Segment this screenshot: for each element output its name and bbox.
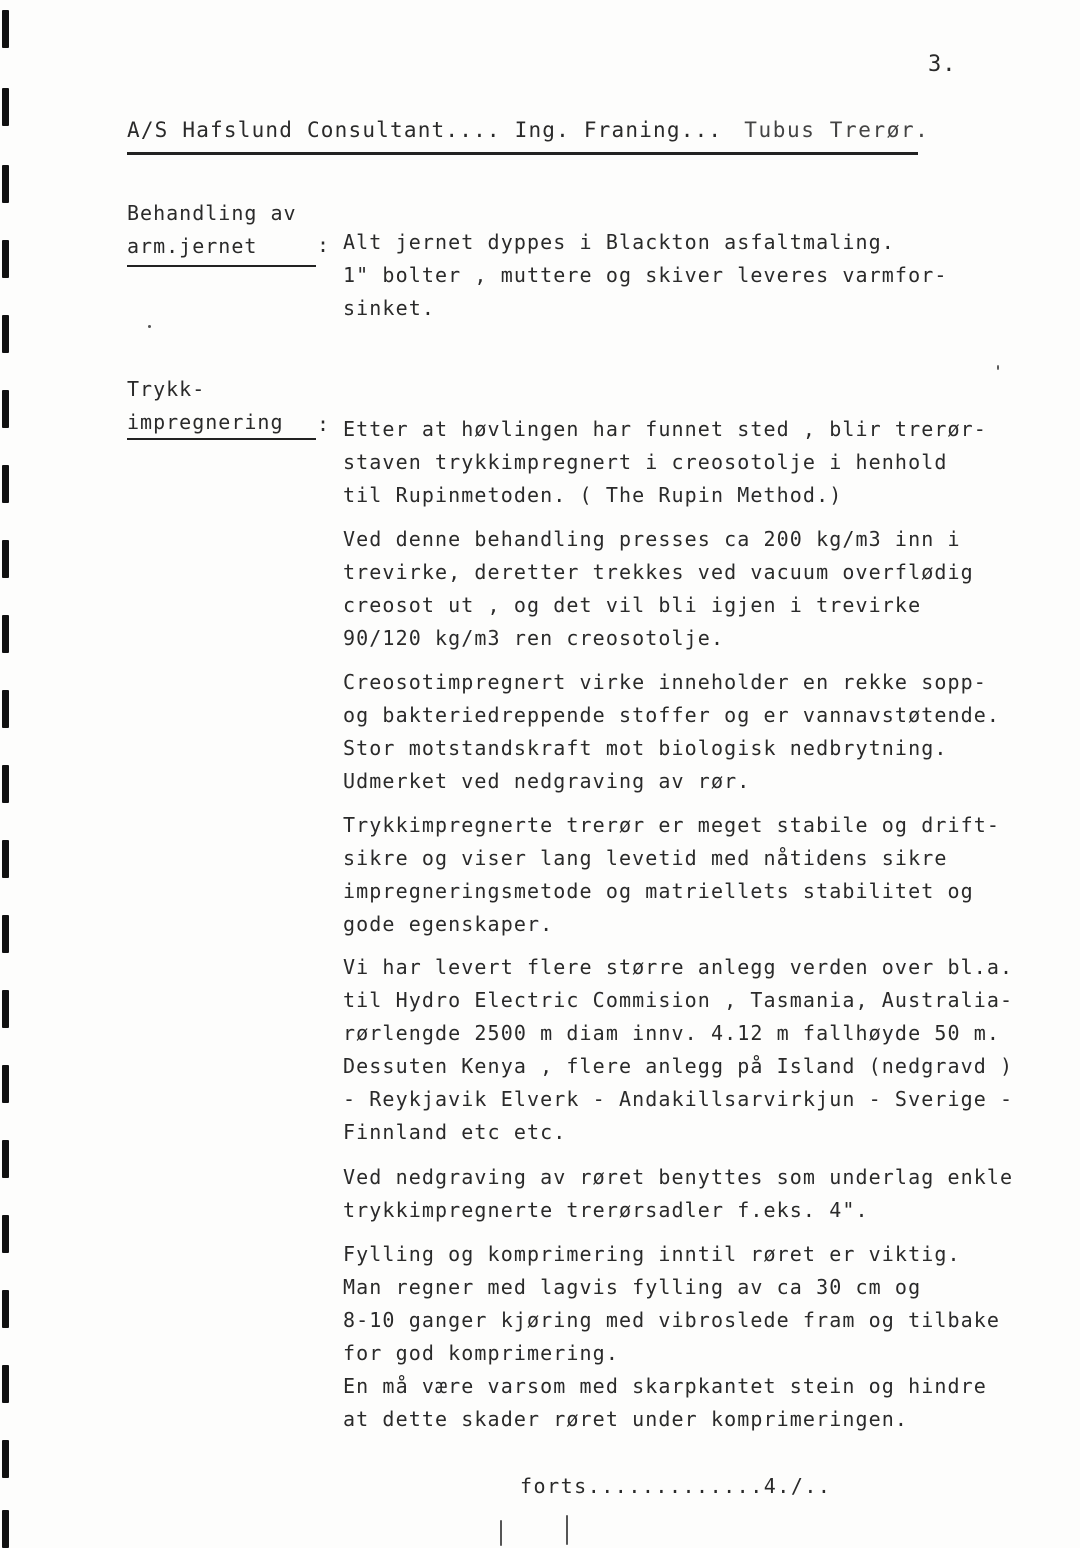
paper-speck <box>566 1515 568 1545</box>
header-main: A/S Hafslund Consultant.... Ing. Franing... <box>127 118 723 142</box>
section2-label-line2: impregnering <box>127 410 284 434</box>
text-line: creosot ut , og det vil bli igjen i trevirke <box>343 593 922 617</box>
binding-hole <box>2 88 9 126</box>
section2-paragraph-5 <box>343 951 1013 1149</box>
text-line: Etter at høvlingen har funnet sted , blir trerør- <box>343 417 987 441</box>
binding-hole <box>2 1215 9 1253</box>
binding-hole <box>2 840 9 878</box>
text-line: Dessuten Kenya , flere anlegg på Island (nedgravd ) <box>343 1054 1014 1078</box>
continuation-footer: forts.............4./.. <box>520 1474 832 1498</box>
header-underline <box>127 152 918 155</box>
text-line: Trykkimpregnerte trerør er meget stabile og drift- <box>343 813 1001 837</box>
text-line: sinket. <box>343 296 435 320</box>
section2-label <box>127 373 284 439</box>
section1-colon: : <box>317 233 330 257</box>
text-line: 8-10 ganger kjøring med vibroslede fram og tilbake <box>343 1308 1001 1332</box>
text-line: at dette skader røret under komprimeringen. <box>343 1407 909 1431</box>
section2-paragraph-3 <box>343 666 1000 798</box>
section2-paragraph-4 <box>343 809 1000 941</box>
binding-hole <box>2 10 9 48</box>
text-line: Stor motstandskraft mot biologisk nedbrytning. <box>343 736 948 760</box>
text-line: Fylling og komprimering inntil røret er viktig. <box>343 1242 961 1266</box>
text-line: sikre og viser lang levetid med nåtidens sikre <box>343 846 948 870</box>
text-line: impregneringsmetode og matriellets stabilitet og <box>343 879 974 903</box>
text-line: rørlengde 2500 m diam innv. 4.12 m fallhøyde 50 m. <box>343 1021 1001 1045</box>
text-line: staven trykkimpregnert i creosotolje i henhold <box>343 450 948 474</box>
section1-label-underline <box>127 265 316 267</box>
section1-label <box>127 197 297 263</box>
text-line: Ved nedgraving av røret benyttes som underlag enkle <box>343 1165 1014 1189</box>
text-line: En må være varsom med skarpkantet stein og hindre <box>343 1374 987 1398</box>
binding-hole <box>2 465 9 503</box>
text-line: trykkimpregnerte trerørsadler f.eks. 4". <box>343 1198 869 1222</box>
binding-hole <box>2 765 9 803</box>
binding-hole <box>2 1290 9 1328</box>
text-line: 90/120 kg/m3 ren creosotolje. <box>343 626 725 650</box>
paper-speck <box>148 325 151 328</box>
text-line: til Hydro Electric Commision , Tasmania, Australia- <box>343 988 1014 1012</box>
section2-label-line1: Trykk- <box>127 377 206 401</box>
text-line: - Reykjavik Elverk - Andakillsarvirkjun - Sverige - <box>343 1087 1014 1111</box>
text-line: gode egenskaper. <box>343 912 554 936</box>
paper-speck <box>500 1520 502 1546</box>
binding-hole <box>2 390 9 428</box>
text-line: Finnland etc etc. <box>343 1120 567 1144</box>
binding-hole <box>2 1140 9 1178</box>
text-line: Udmerket ved nedgraving av rør. <box>343 769 751 793</box>
section2-label-underline <box>127 438 316 440</box>
binding-marks <box>0 0 12 1548</box>
section2-paragraph-6 <box>343 1161 1013 1227</box>
binding-hole <box>2 240 9 278</box>
binding-hole <box>2 1510 9 1548</box>
binding-hole <box>2 990 9 1028</box>
text-line: til Rupinmetoden. ( The Rupin Method.) <box>343 483 843 507</box>
binding-hole <box>2 915 9 953</box>
page-number: 3. <box>928 52 957 77</box>
section1-label-line1: Behandling av <box>127 201 297 225</box>
paper-speck <box>997 365 999 370</box>
binding-hole <box>2 690 9 728</box>
section2-paragraph-1 <box>343 413 987 512</box>
binding-hole <box>2 165 9 203</box>
text-line: for god komprimering. <box>343 1341 619 1365</box>
binding-hole <box>2 1065 9 1103</box>
text-line: trevirke, deretter trekkes ved vacuum overflødig <box>343 560 974 584</box>
binding-hole <box>2 1440 9 1478</box>
section1-label-line2: arm.jernet <box>127 234 258 258</box>
section2-paragraph-7 <box>343 1238 1000 1436</box>
binding-hole <box>2 1365 9 1403</box>
text-line: Alt jernet dyppes i Blackton asfaltmaling. <box>343 230 895 254</box>
document-header <box>127 118 929 142</box>
section1-body <box>343 226 948 325</box>
text-line: 1" bolter , muttere og skiver leveres varmfor- <box>343 263 948 287</box>
text-line: og bakteriedreppende stoffer og er vannavstøtende. <box>343 703 1001 727</box>
section2-paragraph-2 <box>343 523 974 655</box>
text-line: Vi har levert flere større anlegg verden over bl.a. <box>343 955 1014 979</box>
header-subject: Tubus Trerør. <box>744 118 930 142</box>
binding-hole <box>2 315 9 353</box>
binding-hole <box>2 615 9 653</box>
binding-hole <box>2 540 9 578</box>
text-line: Man regner med lagvis fylling av ca 30 cm og <box>343 1275 922 1299</box>
section2-colon: : <box>317 412 330 436</box>
text-line: Creosotimpregnert virke inneholder en rekke sopp- <box>343 670 987 694</box>
text-line: Ved denne behandling presses ca 200 kg/m3 inn i <box>343 527 961 551</box>
